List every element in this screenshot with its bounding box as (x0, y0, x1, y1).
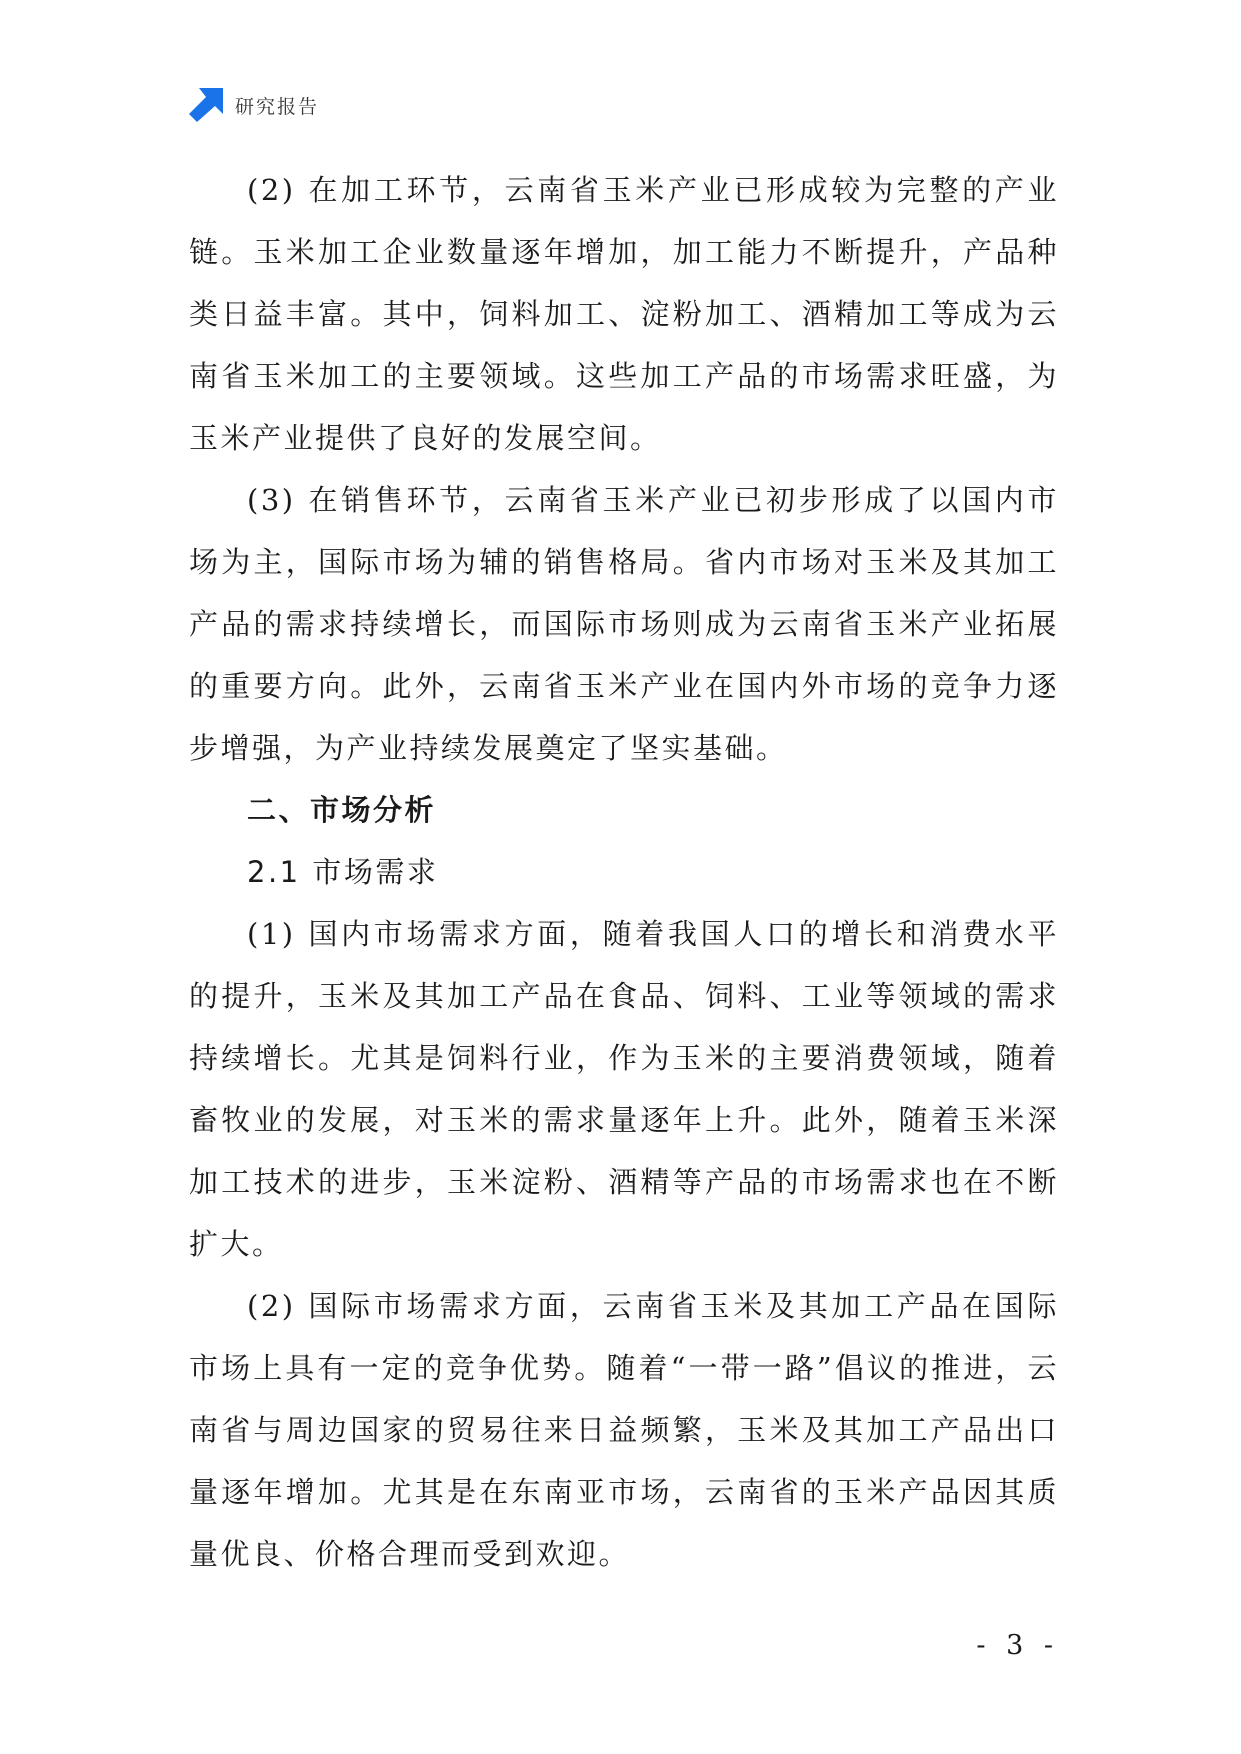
paragraph-sales: (3) 在销售环节，云南省玉米产业已初步形成了以国内市场为主，国际市场为辅的销售格局。省内市场对玉米及其加工产品的需求持续增长，而国际市场则成为云南省玉米产业拓展的重要方向。此外，云南省玉米产业在国内外市场的竞争力逐步增强，为产业持续发展奠定了坚实基础。 (189, 483, 1059, 765)
document-body (189, 159, 1059, 1585)
arrow-up-right-icon (189, 88, 223, 122)
section-heading: 二、市场分析 (247, 793, 437, 827)
paragraph-international-demand: (2) 国际市场需求方面，云南省玉米及其加工产品在国际市场上具有一定的竞争优势。随着“一带一路”倡议的推进，云南省与周边国家的贸易往来日益频繁，玉米及其加工产品出口量逐年增加。尤其是在东南亚市场，云南省的玉米产品因其质量优良、价格合理而受到欢迎。 (189, 1289, 1059, 1571)
page-number: - 3 - (976, 1630, 1059, 1661)
paragraph-processing: (2) 在加工环节，云南省玉米产业已形成较为完整的产业链。玉米加工企业数量逐年增加，加工能力不断提升，产品种类日益丰富。其中，饲料加工、淀粉加工、酒精加工等成为云南省玉米加工的主要领域。这些加工产品的市场需求旺盛，为玉米产业提供了良好的发展空间。 (189, 173, 1059, 455)
page-header (189, 88, 319, 122)
paragraph-domestic-demand: (1) 国内市场需求方面，随着我国人口的增长和消费水平的提升，玉米及其加工产品在食品、饲料、工业等领域的需求持续增长。尤其是饲料行业，作为玉米的主要消费领域，随着畜牧业的发展，对玉米的需求量逐年上升。此外，随着玉米深加工技术的进步，玉米淀粉、酒精等产品的市场需求也在不断扩大。 (189, 917, 1059, 1261)
report-title: 研究报告 (235, 95, 320, 118)
subsection-heading: 2.1 市场需求 (247, 855, 439, 889)
